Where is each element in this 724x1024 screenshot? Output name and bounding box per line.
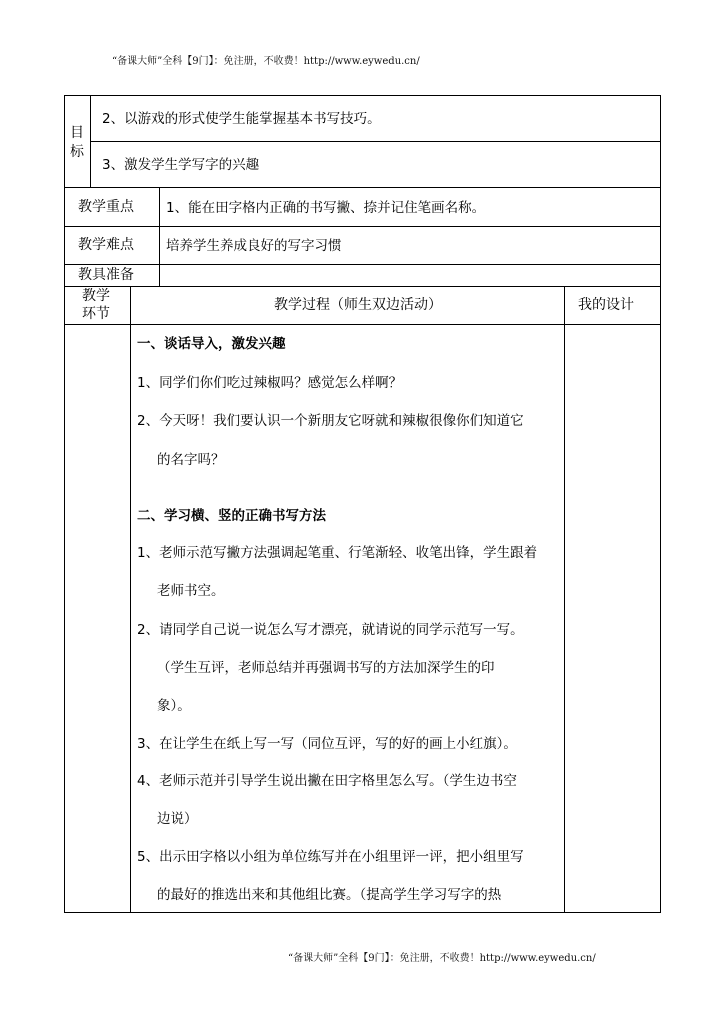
difficulty-label: 教学难点 [78, 237, 134, 253]
design-column-header: 我的设计 [578, 297, 634, 313]
section-2-line-1a: 1、老师示范写撇方法强调起笔重、行笔渐轻、收笔出锋，学生跟着 [137, 545, 538, 561]
goals-label-line2: 标 [70, 144, 84, 160]
section-2-line-2a: 2、请同学自己说一说怎么写才漂亮，就请说的同学示范写一写。 [137, 622, 524, 638]
section-2-title: 二、学习横、竖的正确书写方法 [137, 508, 326, 524]
stage-label-line1: 教学 [82, 288, 110, 304]
process-column-header: 教学过程（师生双边活动） [274, 297, 442, 313]
section-1-title: 一、谈话导入，激发兴趣 [137, 336, 286, 352]
key-points-label: 教学重点 [78, 199, 134, 215]
section-2-line-2c: 象）。 [157, 698, 191, 714]
difficulty-value: 培养学生养成良好的写字习惯 [166, 238, 342, 254]
goal-item-3: 3、激发学生学写字的兴趣 [102, 157, 260, 173]
page-header-banner: “备课大师”全科【9门】：免注册，不收费！http://www.eywedu.cn/ [112, 56, 420, 67]
stage-label-line2: 环节 [82, 306, 110, 322]
goal-item-2: 2、以游戏的形式使学生能掌握基本书写技巧。 [102, 111, 381, 127]
section-1-line-2a: 2、今天呀！我们要认识一个新朋友它呀就和辣椒很像你们知道它 [137, 413, 524, 429]
section-2-line-5b: 的最好的推选出来和其他组比赛。（提高学生学习写字的热 [157, 887, 502, 903]
goals-label-line1: 目 [70, 125, 84, 141]
section-2-line-3: 3、在让学生在纸上写一写（同位互评，写的好的画上小红旗）。 [137, 736, 517, 752]
section-2-line-5a: 5、出示田字格以小组为单位练写并在小组里评一评，把小组里写 [137, 849, 524, 865]
section-2-line-4b: 边说） [157, 811, 198, 827]
section-1-line-2b: 的名字吗？ [157, 452, 225, 468]
section-2-line-4a: 4、老师示范并引导学生说出撇在田字格里怎么写。（学生边书空 [137, 773, 517, 789]
section-2-line-1b: 老师书空。 [157, 583, 225, 599]
key-points-value: 1、能在田字格内正确的书写撇、捺并记住笔画名称。 [166, 200, 486, 216]
page-footer-banner: “备课大师”全科【9门】：免注册，不收费！http://www.eywedu.cn/ [288, 953, 596, 964]
section-1-line-1: 1、同学们你们吃过辣椒吗？感觉怎么样啊？ [137, 375, 403, 391]
materials-label: 教具准备 [78, 267, 134, 283]
section-2-line-2b: （学生互评，老师总结并再强调书写的方法加深学生的印 [157, 660, 495, 676]
